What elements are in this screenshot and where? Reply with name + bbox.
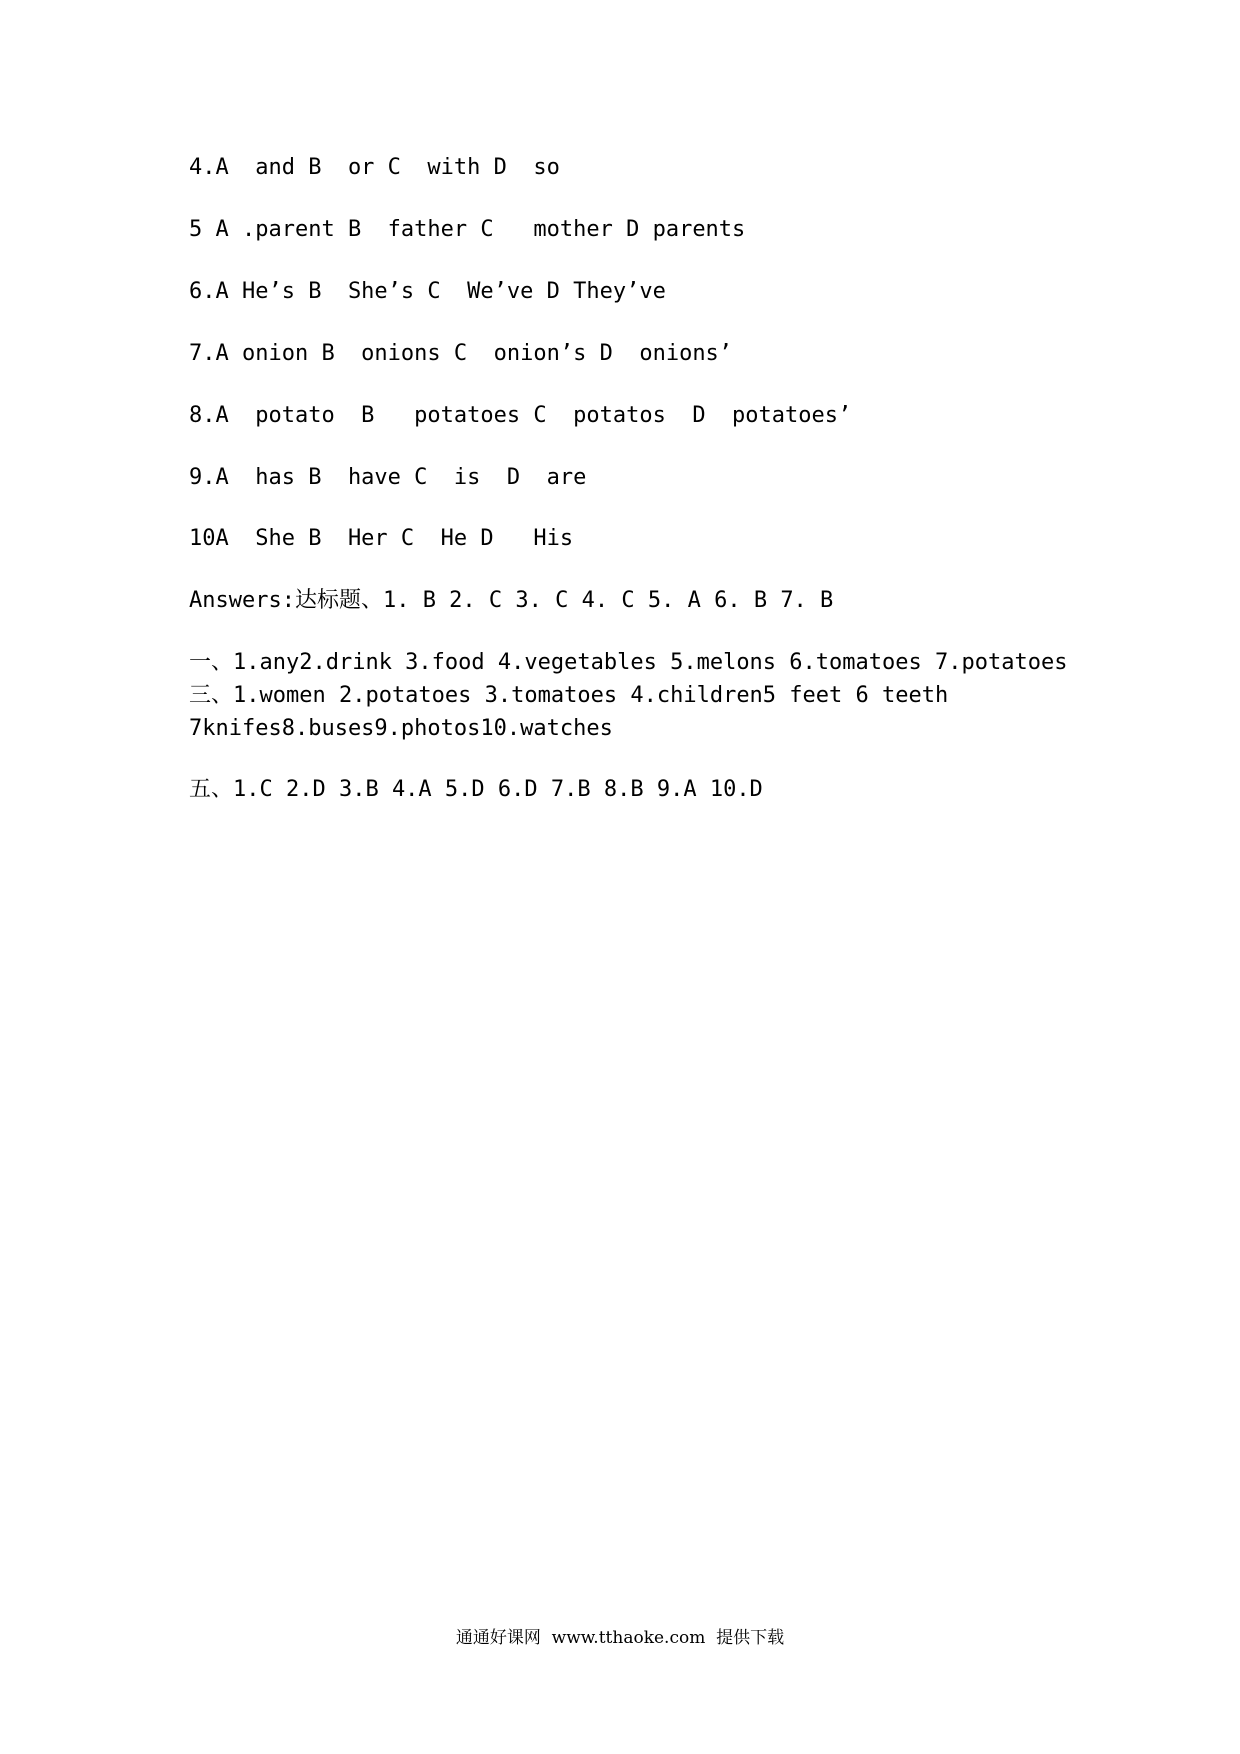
question-line-7: 7.A onion B onions C onion’s D onions’ bbox=[189, 341, 733, 366]
answers-section-3-continued: 7knifes8.buses9.photos10.watches bbox=[189, 716, 613, 741]
question-line-8: 8.A potato B potatoes C potatos D potatoes’ bbox=[189, 403, 852, 428]
answers-section-3: 三、1.women 2.potatoes 3.tomatoes 4.children5 feet 6 teeth bbox=[189, 683, 949, 708]
question-line-6: 6.A He’s B She’s C We’ve D They’ve bbox=[189, 279, 666, 304]
answers-section-5: 五、1.C 2.D 3.B 4.A 5.D 6.D 7.B 8.B 9.A 10.D bbox=[189, 777, 763, 802]
question-line-9: 9.A has B have C is D are bbox=[189, 465, 587, 490]
question-line-10: 10A She B Her C He D His bbox=[189, 526, 574, 551]
answers-header-line: Answers:达标题、1. B 2. C 3. C 4. C 5. A 6. B 7. B bbox=[189, 588, 834, 613]
question-line-5: 5 A .parent B father C mother D parents bbox=[189, 217, 746, 242]
question-line-4: 4.A and B or C with D so bbox=[189, 155, 560, 180]
page-footer: 通通好课网 www.tthaoke.com 提供下载 bbox=[455, 1628, 785, 1648]
answers-section-1: 一、1.any2.drink 3.food 4.vegetables 5.melons 6.tomatoes 7.potatoes bbox=[189, 650, 1068, 675]
